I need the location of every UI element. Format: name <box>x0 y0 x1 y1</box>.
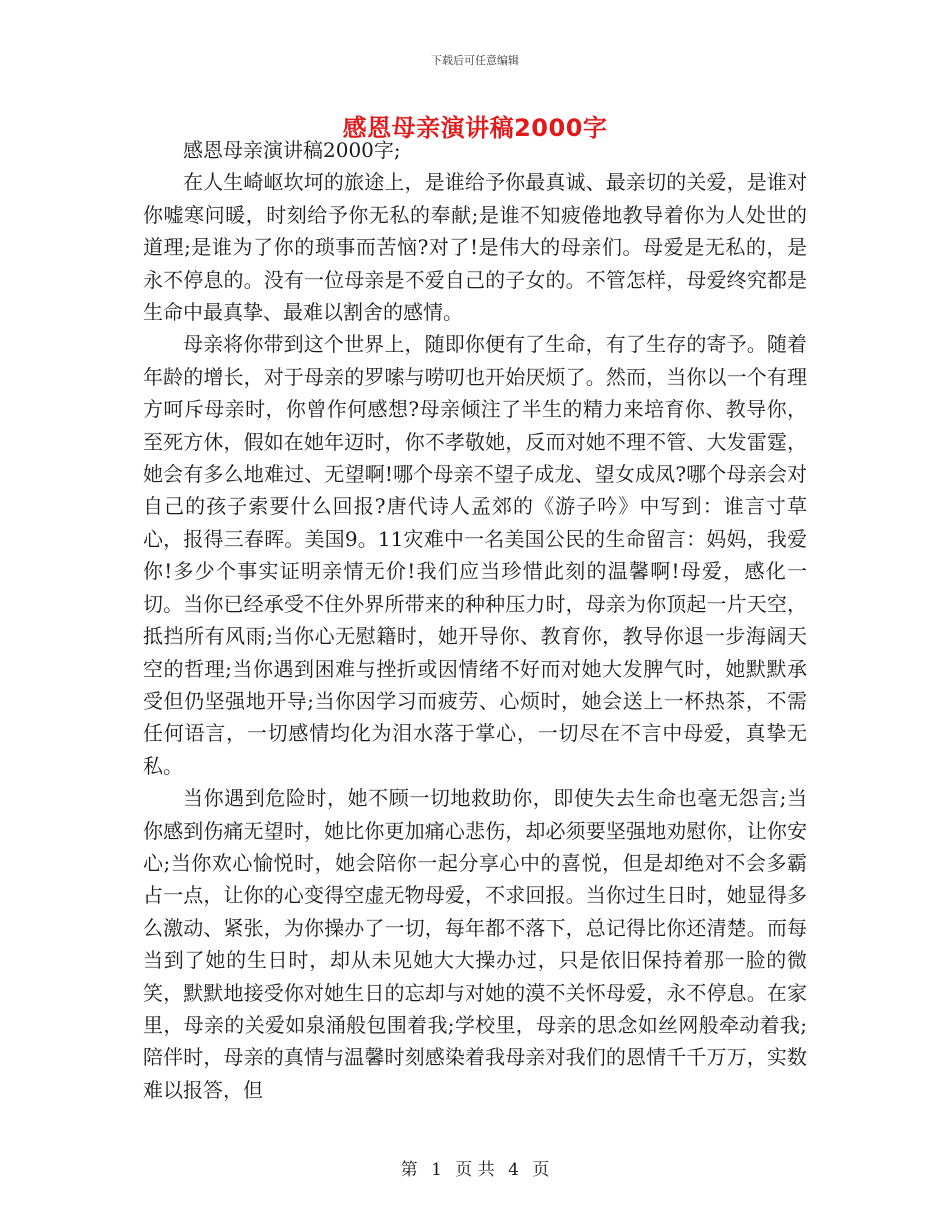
footer-prefix: 第 <box>400 1160 418 1180</box>
footer-middle: 页 共 <box>455 1160 495 1180</box>
footer-suffix: 页 <box>532 1160 550 1180</box>
document-title: 感恩母亲演讲稿2000字 <box>342 114 608 142</box>
paragraph: 母亲将你带到这个世界上，随即你便有了生命，有了生存的寄予。随着年龄的增长，对于母亲的罗嗦与唠叨也开始厌烦了。然而，当你以一个有理方呵斥母亲时，你曾作何感想?母亲倾注了半生的精力来培育你、教导你，至死方休，假如在她年迈时，你不孝敬她，反而对她不理不管、大发雷霆，她会有多么地难过、无望啊!哪个母亲不望子成龙、望女成凤?哪个母亲会对自己的孩子索要什么回报?唐代诗人孟郊的《游子吟》中写到：谁言寸草心，报得三春晖。美国9。11灾难中一名美国公民的生命留言：妈妈，我爱你!多少个事实证明亲情无价!我们应当珍惜此刻的温馨啊!母爱，感化一切。当你已经承受不住外界所带来的种种压力时，母亲为你顶起一片天空，抵挡所有风雨;当你心无慰籍时，她开导你、教育你，教导你退一步海阔天空的哲理;当你遇到困难与挫折或因情绪不好而对她大发脾气时，她默默承受但仍坚强地开导;当你因学习而疲劳、心烦时，她会送上一杯热茶，不需任何语言，一切感情均化为泪水落于掌心，一切尽在不言中母爱，真挚无私。 <box>143 332 807 778</box>
paragraph: 当你遇到危险时，她不顾一切地救助你，即使失去生命也毫无怨言;当你感到伤痛无望时，她比你更加痛心悲伤，却必须要坚强地劝慰你，让你安心;当你欢心愉悦时，她会陪你一起分享心中的喜悦，但是却绝对不会多霸占一点，让你的心变得空虚无物母爱，不求回报。当你过生日时，她显得多么激动、紧张，为你操办了一切，每年都不落下，总记得比你还清楚。而每当到了她的生日时，却从未见她大大操办过，只是依旧保持着那一脸的微笑，默默地接受你对她生日的忘却与对她的漠不关怀母爱，永不停息。在家里，母亲的关爱如泉涌般包围着我;学校里，母亲的思念如丝网般牵动着我;陪伴时，母亲的真情与温馨时刻感染着我母亲对我们的恩情千千万万，实数难以报答，但 <box>143 786 807 1102</box>
footer-total-pages: 4 <box>508 1160 519 1180</box>
paragraph: 感恩母亲演讲稿2000字; <box>183 138 401 162</box>
page-footer <box>0 1155 950 1180</box>
paragraph: 在人生崎岖坎坷的旅途上，是谁给予你最真诚、最亲切的关爱，是谁对你嘘寒问暖，时刻给予你无私的奉献;是谁不知疲倦地教导着你为人处世的道理;是谁为了你的琐事而苦恼?对了!是伟大的母亲们。母爱是无私的，是永不停息的。没有一位母亲是不爱自己的子女的。不管怎样，母爱终究都是生命中最真挚、最难以割舍的感情。 <box>143 170 807 325</box>
footer-page-number: 1 <box>431 1160 442 1180</box>
document-body <box>143 134 807 1106</box>
page-header-note: 下载后可任意编辑 <box>431 54 519 67</box>
